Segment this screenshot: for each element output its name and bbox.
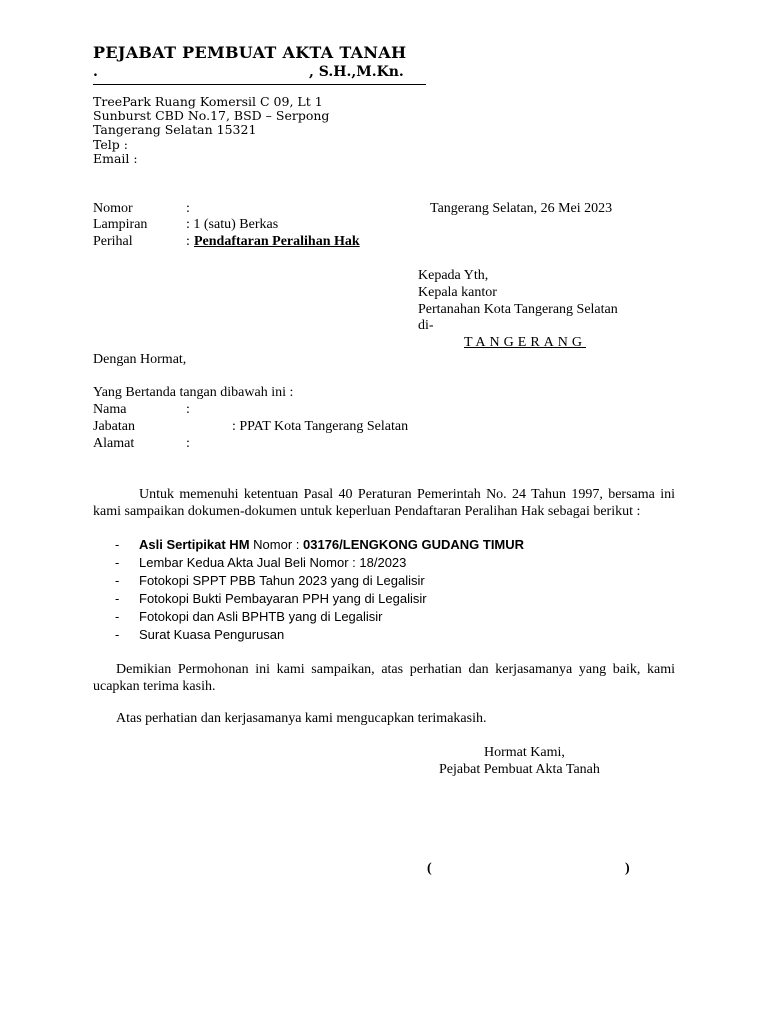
paragraph-closing: Demikian Permohonan ini kami sampaikan, atas perhatian dan kerjasamanya yang baik, kami ucapkan terima kasih. [93, 662, 675, 694]
perihal-label: Perihal [93, 234, 133, 249]
list-item-sertipikat-a: Asli Sertipikat HM [139, 537, 250, 552]
recipient-line-4: di- [418, 318, 434, 333]
list-item-text: Lembar Kedua Akta Jual Beli Nomor : 18/2023 [139, 555, 407, 570]
field-value-nama: : [186, 402, 190, 417]
phone-line: Telp : [93, 137, 128, 152]
list-item-sertipikat-b: Nomor : [249, 537, 303, 552]
lampiran-value: : 1 (satu) Berkas [186, 217, 279, 232]
field-value-jabatan: : PPAT Kota Tangerang Selatan [232, 419, 409, 434]
field-label-nama: Nama [93, 402, 127, 417]
address-line-2: Sunburst CBD No.17, BSD – Serpong [93, 108, 330, 123]
list-item-text: Fotokopi SPPT PBB Tahun 2023 yang di Legalisir [139, 573, 425, 588]
list-bullet: - [115, 537, 120, 552]
lampiran-label: Lampiran [93, 217, 148, 232]
list-item-text: Fotokopi Bukti Pembayaran PPH yang di Legalisir [139, 591, 427, 606]
list-bullet: - [115, 609, 120, 624]
list-item [115, 609, 383, 624]
list-item [115, 591, 427, 606]
list-item [115, 627, 284, 642]
list-item [115, 555, 406, 570]
nomor-value: : [186, 201, 190, 216]
recipient-line-3: Pertanahan Kota Tangerang Selatan [418, 302, 618, 317]
header-divider [93, 84, 426, 85]
list-item-text: Surat Kuasa Pengurusan [139, 627, 285, 642]
notary-name-placeholder: . [93, 64, 98, 80]
list-item-text: Fotokopi dan Asli BPHTB yang di Legalisir [139, 609, 383, 624]
recipient-line-2: Kepala kantor [418, 285, 497, 300]
closing-role: Pejabat Pembuat Akta Tanah [439, 762, 600, 777]
paragraph-thanks: Atas perhatian dan kerjasamanya kami mengucapkan terimakasih. [116, 711, 487, 726]
place-date: Tangerang Selatan, 26 Mei 2023 [430, 201, 613, 216]
list-item-sertipikat-c: 03176/LENGKONG GUDANG TIMUR [303, 537, 525, 552]
list-bullet: - [115, 591, 120, 606]
recipient-city: TANGERANG [464, 335, 586, 350]
field-value-alamat: : [186, 436, 190, 451]
notary-degree: , S.H.,M.Kn. [309, 64, 404, 80]
list-item-sertipikat [115, 537, 524, 552]
field-label-alamat: Alamat [93, 436, 135, 451]
perihal-colon: : [186, 234, 190, 249]
signature-close-paren: ) [625, 861, 630, 876]
address-line-1: TreePark Ruang Komersil C 09, Lt 1 [93, 94, 323, 109]
paragraph-intro: Untuk memenuhi ketentuan Pasal 40 Peraturan Pemerintah No. 24 Tahun 1997, bersama ini kami sampaikan dokumen-dokumen untuk keperluan Pendaftaran Peralihan Hak sebagai berikut : [93, 487, 675, 519]
nomor-label: Nomor [93, 201, 133, 216]
list-bullet: - [115, 555, 120, 570]
letterhead-title: PEJABAT PEMBUAT AKTA TANAH [93, 43, 407, 62]
list-bullet: - [115, 627, 120, 642]
signature-open-paren: ( [427, 861, 432, 876]
address-line-3: Tangerang Selatan 15321 [93, 122, 257, 137]
recipient-line-1: Kepada Yth, [418, 268, 489, 283]
email-line: Email : [93, 151, 138, 166]
perihal-value: Pendaftaran Peralihan Hak [194, 234, 360, 249]
list-bullet: - [115, 573, 120, 588]
list-item [115, 573, 425, 588]
salutation: Dengan Hormat, [93, 352, 187, 367]
closing-greeting: Hormat Kami, [484, 745, 565, 760]
intro-line: Yang Bertanda tangan dibawah ini : [93, 385, 294, 400]
field-label-jabatan: Jabatan [93, 419, 135, 434]
